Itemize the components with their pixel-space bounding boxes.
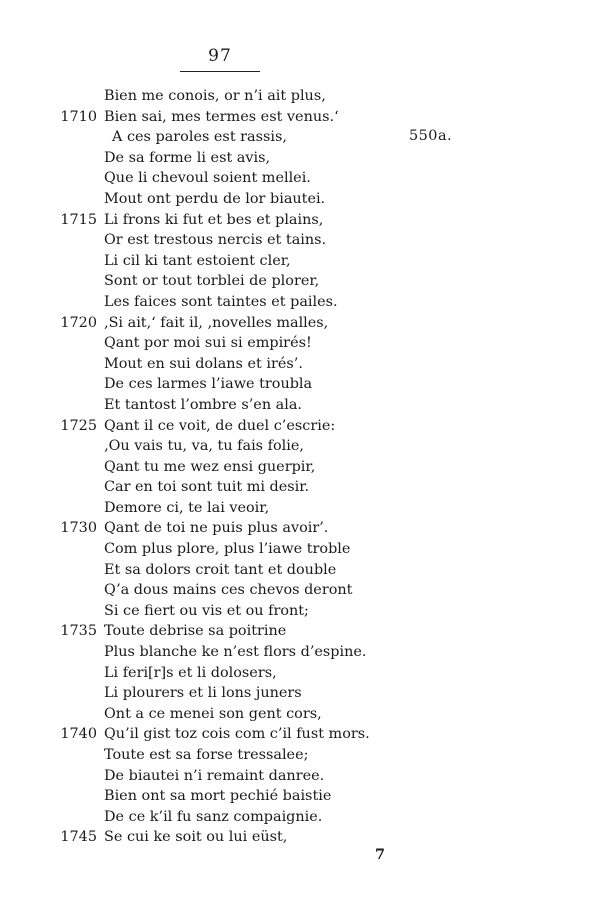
verse-text: Les faices sont taintes et pailes. [104, 293, 338, 310]
verse-line [0, 189, 609, 210]
verse-text: Bien ont sa mort pechié baistie [104, 788, 332, 805]
verse-line [0, 210, 609, 231]
verse-line [0, 354, 609, 375]
verse-line [0, 313, 609, 334]
verse-line [0, 683, 609, 704]
verse-line [0, 395, 609, 416]
verse-text: Bien sai, mes termes est venus.‘ [104, 108, 339, 125]
verse-line [0, 168, 609, 189]
verse-line [0, 436, 609, 457]
verse-text: Si ce fiert ou vis et ou front; [104, 602, 309, 619]
verse-text: Que li chevoul soient mellei. [104, 170, 311, 187]
verse-line [0, 807, 609, 828]
verse-text: De biautei n’i remaint danree. [104, 767, 325, 784]
verse-text: Toute est sa forse tressalee; [104, 747, 309, 763]
verse-line [0, 518, 609, 539]
verse-text: Plus blanche ke n’est flors d’espine. [104, 644, 367, 661]
verse-line [0, 333, 609, 354]
verse-text: Li feri[r]s et li dolosers, [104, 664, 277, 681]
line-number: 1720 [60, 314, 97, 331]
verse-line [0, 580, 609, 601]
line-number: 1740 [60, 726, 97, 743]
signature-mark: 7 [375, 846, 386, 863]
verse-line [0, 663, 609, 684]
verse-line [0, 457, 609, 478]
verse-text: Qant de toi ne puis plus avoir’. [104, 520, 329, 537]
verse-line [0, 539, 609, 560]
verse-text: De ce k’il fu sanz compaignie. [104, 808, 323, 825]
verse-line [0, 271, 609, 292]
verse-line [0, 416, 609, 437]
verse-text: Car en toi sont tuit mi desir. [104, 479, 310, 496]
verse-text: Mout ont perdu de lor biautei. [104, 190, 326, 207]
verse-line [0, 107, 609, 128]
verse-text: Et sa dolors croit tant et double [104, 561, 337, 578]
verse-line [0, 292, 609, 313]
verse-text: Et tantost l’ombre s’en ala. [104, 396, 303, 413]
line-number: 1735 [60, 623, 97, 640]
verse-text: Qu’il gist toz cois com c’il fust mors. [104, 726, 370, 743]
verse-text: Or est trestous nercis et tains. [104, 232, 327, 249]
line-number: 1715 [60, 211, 97, 228]
verse-line [0, 704, 609, 725]
verse-line [0, 477, 609, 498]
verse-line [0, 148, 609, 169]
line-number: 1730 [60, 520, 97, 537]
verse-line [0, 498, 609, 519]
verse-line [0, 251, 609, 272]
verse-text: Li plourers et li lons juners [104, 685, 302, 702]
verse-text: Qant tu me wez ensi guerpir, [104, 458, 316, 475]
verse-text: Q’a dous mains ces chevos deront [104, 582, 353, 599]
verse-text: Toute debrise sa poitrine [104, 623, 287, 640]
verse-line [0, 786, 609, 807]
verse-text: Com plus plore, plus l’iawe troble [104, 541, 351, 558]
verse-line [0, 127, 609, 148]
verse-line [0, 724, 609, 745]
verse-text: Bien me conois, or n’i ait plus, [104, 88, 326, 104]
verse-line [0, 374, 609, 395]
verse-block [0, 86, 609, 848]
verse-text: A ces paroles est rassis, [112, 129, 287, 146]
page-number: 97 [208, 46, 232, 66]
verse-text: Li frons ki fut et bes et plains, [104, 211, 324, 228]
verse-text: De ces larmes l’iawe troubla [104, 376, 313, 393]
line-number: 1745 [60, 829, 97, 846]
verse-text: Li cil ki tant estoient cler, [104, 252, 291, 269]
line-number: 1725 [60, 417, 97, 434]
verse-text: De sa forme li est avis, [104, 149, 271, 166]
verse-text: Se cui ke soit ou lui eüst, [104, 829, 288, 846]
verse-line [0, 766, 609, 787]
verse-line [0, 86, 609, 107]
folio-reference: 550a. [409, 128, 453, 144]
verse-line [0, 642, 609, 663]
verse-line [0, 601, 609, 622]
verse-text: Sont or tout torblei de plorer, [104, 273, 320, 290]
verse-text: Qant por moi sui si empirés! [104, 335, 312, 352]
verse-text: Demore ci, te lai veoir, [104, 499, 270, 516]
verse-line [0, 745, 609, 766]
line-number: 1710 [60, 108, 97, 125]
verse-text: ‚Ou vais tu, va, tu fais folie, [104, 438, 304, 455]
verse-text: Ont a ce menei son gent cors, [104, 705, 322, 722]
header-rule [180, 71, 260, 72]
verse-text: Mout en sui dolans et irés’. [104, 355, 303, 372]
verse-line [0, 827, 609, 848]
verse-line [0, 621, 609, 642]
verse-text: Qant il ce voit, de duel c’escrie: [104, 417, 336, 434]
verse-line [0, 230, 609, 251]
verse-line [0, 560, 609, 581]
verse-text: ‚Si ait,‘ fait il, ‚novelles malles, [104, 314, 329, 331]
